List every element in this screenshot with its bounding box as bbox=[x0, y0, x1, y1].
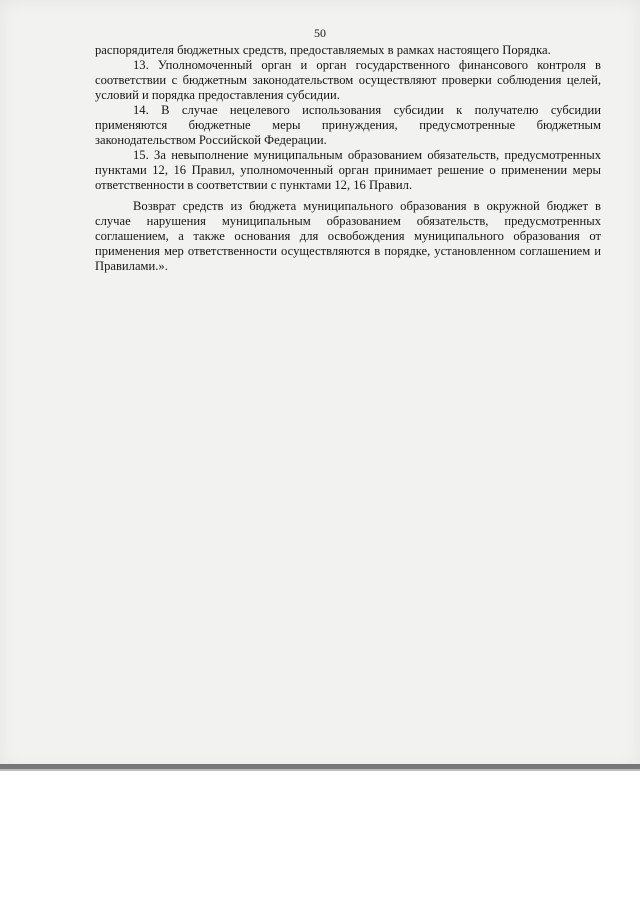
paragraph-refund: Возврат средств из бюджета муниципального образования в окружной бюджет в случае нарушения муниципальным образованием обязательств, предусмотренных соглашением, а также основания для освобождения муниципального образования от применения мер ответственности осуществляются в порядке, установленном соглашением и Правилами.». bbox=[95, 199, 601, 273]
document-body bbox=[95, 43, 601, 274]
paragraph-item-15: 15. За невыполнение муниципальным образованием обязательств, предусмотренных пунктами 12, 16 Правил, уполномоченный орган принимает решение о применении меры ответственности в соответствии с пунктами 12, 16 Правил. bbox=[95, 148, 601, 192]
page-number: 50 bbox=[314, 26, 326, 40]
paragraph-item-13: 13. Уполномоченный орган и орган государственного финансового контроля в соответствии с бюджетным законодательством осуществляют проверки соблюдения целей, условий и порядка предоставления субсидии. bbox=[95, 58, 601, 102]
paragraph-continuation: распорядителя бюджетных средств, предоставляемых в рамках настоящего Порядка. bbox=[95, 43, 551, 57]
paragraph-item-14: 14. В случае нецелевого использования субсидии к получателю субсидии применяются бюджетные меры принуждения, предусмотренные бюджетным законодательством Российской Федерации. bbox=[95, 103, 601, 147]
scan-border-light bbox=[0, 769, 640, 771]
